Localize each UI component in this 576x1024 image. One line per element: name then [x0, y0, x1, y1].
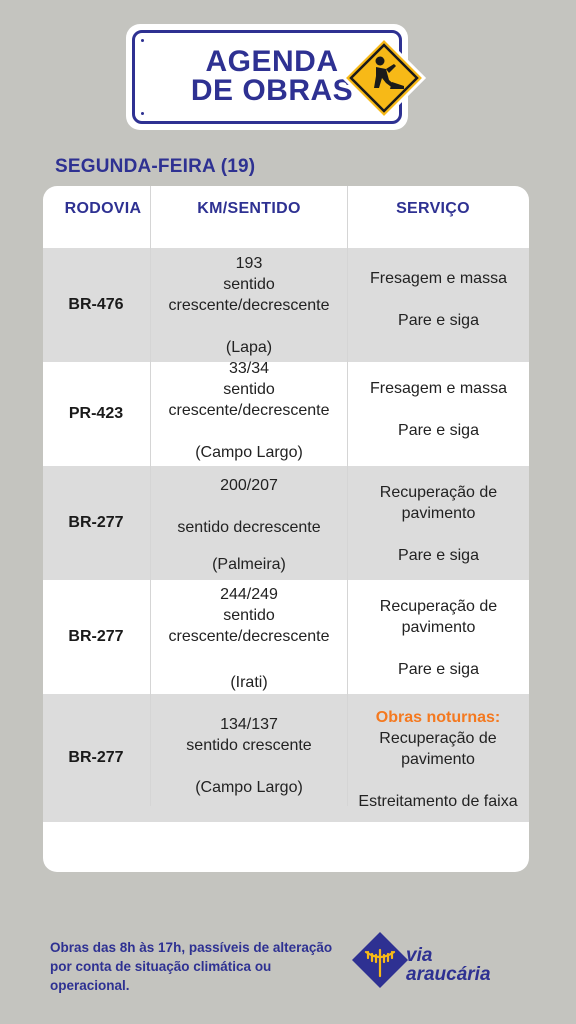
road-cell: BR-277 [68, 628, 124, 645]
place-text: (Campo Largo) [195, 444, 303, 461]
title-line-2: DE OBRAS [190, 74, 354, 107]
road-cell: PR-423 [68, 405, 124, 422]
service-text: pavimento [401, 619, 476, 636]
page-title [187, 47, 357, 105]
table-row [43, 248, 529, 362]
direction-text: crescente/decrescente [168, 402, 330, 419]
road-cell: BR-476 [68, 296, 124, 313]
km-value: 244/249 [220, 586, 278, 603]
service-text: Estreitamento de faixa [358, 793, 518, 810]
column-divider [347, 186, 348, 806]
rivet [141, 39, 144, 42]
direction-text: sentido [223, 607, 275, 624]
direction-text: sentido [223, 276, 275, 293]
service-text: Pare e siga [398, 312, 479, 329]
km-cell [151, 358, 347, 463]
km-cell [151, 253, 347, 358]
service-text: Recuperação de [379, 484, 498, 501]
road-cell: BR-277 [68, 749, 124, 766]
service-text: pavimento [401, 751, 475, 768]
direction-text: crescente/decrescente [168, 297, 330, 314]
place-text: (Palmeira) [212, 556, 286, 573]
service-cell [348, 378, 529, 441]
night-works-label: Obras noturnas: [375, 709, 501, 726]
service-text: pavimento [401, 505, 476, 522]
km-cell [151, 714, 347, 798]
service-text: Fresagem e massa [370, 270, 507, 287]
service-cell [348, 596, 529, 680]
service-cell [348, 268, 529, 331]
km-cell [151, 584, 347, 693]
place-text: (Irati) [230, 674, 268, 691]
araucaria-tree-icon [350, 930, 414, 994]
rivet [141, 112, 144, 115]
km-cell [151, 475, 347, 575]
column-header-servico: SERVIÇO [396, 200, 470, 217]
road-work-warning-icon [342, 36, 426, 120]
footer-note: Obras das 8h às 17h, passíveis de alteração por conta de situação climática ou operacional. [50, 940, 333, 993]
direction-text: sentido decrescente [177, 519, 321, 536]
header-sign [126, 24, 408, 130]
logo-wordmark [406, 946, 491, 984]
service-text: Recuperação de [379, 730, 497, 747]
place-text: (Lapa) [225, 339, 273, 356]
service-text: Recuperação de [379, 598, 498, 615]
logo-line-2: araucária [406, 964, 491, 985]
table-row [43, 362, 529, 466]
km-value: 33/34 [228, 360, 270, 377]
service-cell [348, 482, 529, 566]
column-divider [150, 186, 151, 806]
direction-text: sentido crescente [186, 737, 312, 754]
day-heading: SEGUNDA-FEIRA (19) [55, 156, 256, 177]
table-row [43, 694, 529, 822]
title-line-1: AGENDA [205, 45, 339, 78]
km-value: 200/207 [220, 477, 278, 494]
service-text: Pare e siga [398, 661, 479, 678]
direction-text: sentido [223, 381, 275, 398]
column-header-km: KM/SENTIDO [197, 200, 301, 217]
service-cell [345, 707, 529, 812]
service-text: Fresagem e massa [370, 380, 507, 397]
logo-line-1: via [406, 945, 433, 966]
column-header-rodovia: RODOVIA [64, 200, 142, 217]
road-cell: BR-277 [68, 514, 124, 531]
km-value: 134/137 [220, 716, 278, 733]
schedule-table [43, 186, 529, 872]
direction-text: crescente/decrescente [168, 628, 330, 645]
km-value: 193 [235, 255, 263, 272]
table-row [43, 580, 529, 694]
place-text: (Campo Largo) [195, 779, 303, 796]
service-text: Pare e siga [398, 547, 479, 564]
via-araucaria-logo [350, 930, 510, 1000]
service-text: Pare e siga [398, 422, 479, 439]
table-row [43, 466, 529, 580]
